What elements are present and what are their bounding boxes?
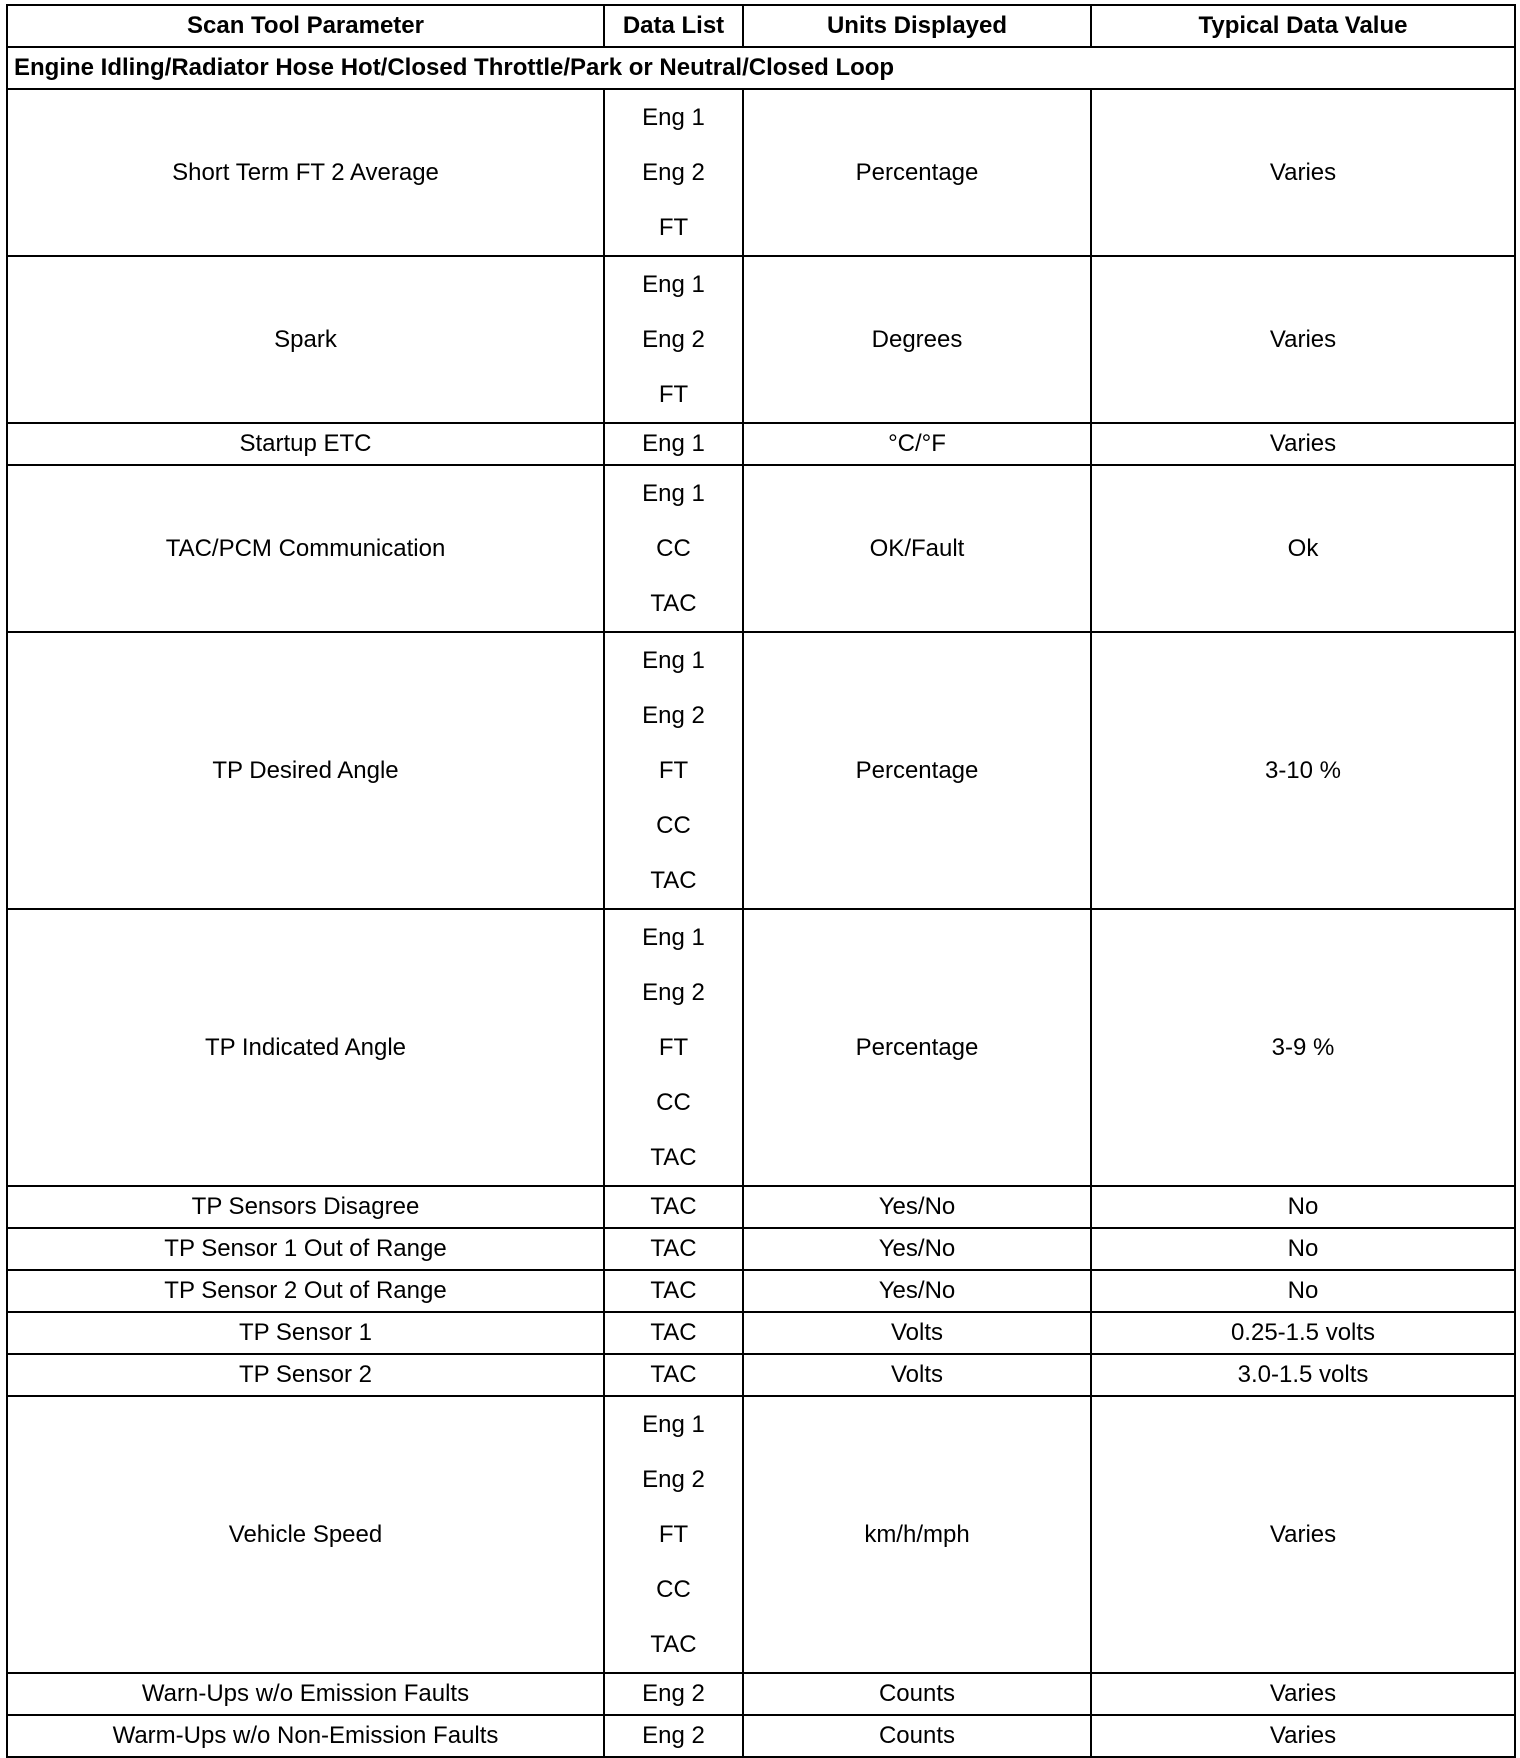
data-list-item: Eng 1 xyxy=(642,271,705,298)
parameter-cell: TP Sensors Disagree xyxy=(7,1186,604,1228)
table-row xyxy=(7,909,1515,1186)
data-list-cell xyxy=(604,465,743,632)
typical-value-cell: No xyxy=(1091,1270,1515,1312)
units-cell: Counts xyxy=(743,1673,1091,1715)
data-list-cell: Eng 1 xyxy=(604,423,743,465)
typical-value-cell: No xyxy=(1091,1228,1515,1270)
table-row xyxy=(7,89,1515,256)
data-list-cell xyxy=(604,1396,743,1673)
typical-value-cell: No xyxy=(1091,1186,1515,1228)
parameter-cell: Vehicle Speed xyxy=(7,1396,604,1673)
data-list-cell: TAC xyxy=(604,1186,743,1228)
header-row xyxy=(7,5,1515,47)
data-list-item: Eng 1 xyxy=(642,1411,705,1438)
data-list-item: Eng 1 xyxy=(642,104,705,131)
data-list-cell xyxy=(604,632,743,909)
units-cell: Volts xyxy=(743,1312,1091,1354)
parameter-cell: TP Indicated Angle xyxy=(7,909,604,1186)
parameter-cell: Warm-Ups w/o Non-Emission Faults xyxy=(7,1715,604,1757)
units-cell: Yes/No xyxy=(743,1270,1091,1312)
parameter-cell: TP Sensor 1 Out of Range xyxy=(7,1228,604,1270)
typical-value-cell: Varies xyxy=(1091,1715,1515,1757)
data-list-item: TAC xyxy=(650,867,697,894)
table-row xyxy=(7,1228,1515,1270)
table-row xyxy=(7,1715,1515,1757)
header-units: Units Displayed xyxy=(743,5,1091,47)
data-list-item: FT xyxy=(658,1521,689,1548)
typical-value-cell: 0.25-1.5 volts xyxy=(1091,1312,1515,1354)
data-list-cell: Eng 2 xyxy=(604,1673,743,1715)
data-list-item: Eng 1 xyxy=(642,647,705,674)
data-list-cell: TAC xyxy=(604,1312,743,1354)
units-cell: OK/Fault xyxy=(743,465,1091,632)
units-cell: Percentage xyxy=(743,632,1091,909)
data-list-item: Eng 1 xyxy=(642,924,705,951)
typical-value-cell: Varies xyxy=(1091,1673,1515,1715)
units-cell: Yes/No xyxy=(743,1228,1091,1270)
parameter-cell: Spark xyxy=(7,256,604,423)
section-title: Engine Idling/Radiator Hose Hot/Closed Throttle/Park or Neutral/Closed Loop xyxy=(7,47,1515,89)
header-typical-value: Typical Data Value xyxy=(1091,5,1515,47)
data-list-cell xyxy=(604,256,743,423)
section-row xyxy=(7,47,1515,89)
typical-value-cell: Varies xyxy=(1091,89,1515,256)
data-list-item: Eng 2 xyxy=(642,702,705,729)
typical-value-cell: 3-9 % xyxy=(1091,909,1515,1186)
typical-value-cell: 3-10 % xyxy=(1091,632,1515,909)
typical-value-cell: Varies xyxy=(1091,256,1515,423)
data-list-item: CC xyxy=(656,1576,691,1603)
data-list-item: TAC xyxy=(650,590,697,617)
units-cell: km/h/mph xyxy=(743,1396,1091,1673)
data-list-item: CC xyxy=(656,535,691,562)
data-list-item: Eng 2 xyxy=(642,1466,705,1493)
table-row xyxy=(7,256,1515,423)
table-row xyxy=(7,1312,1515,1354)
header-parameter: Scan Tool Parameter xyxy=(7,5,604,47)
header-data-list: Data List xyxy=(604,5,743,47)
data-list-item: CC xyxy=(656,812,691,839)
units-cell: Yes/No xyxy=(743,1186,1091,1228)
table-row xyxy=(7,423,1515,465)
data-list-item: CC xyxy=(656,1089,691,1116)
units-cell: Percentage xyxy=(743,89,1091,256)
data-list-cell: TAC xyxy=(604,1354,743,1396)
units-cell: Volts xyxy=(743,1354,1091,1396)
table-row xyxy=(7,1673,1515,1715)
data-list-cell: TAC xyxy=(604,1270,743,1312)
data-list-cell: Eng 2 xyxy=(604,1715,743,1757)
data-list-item: FT xyxy=(658,214,689,241)
data-list-item: TAC xyxy=(650,1631,697,1658)
data-list-cell xyxy=(604,89,743,256)
parameter-cell: Startup ETC xyxy=(7,423,604,465)
scan-tool-data-table xyxy=(6,4,1516,1758)
data-list-item: Eng 2 xyxy=(642,979,705,1006)
parameter-cell: TP Sensor 1 xyxy=(7,1312,604,1354)
data-list-item: Eng 2 xyxy=(642,326,705,353)
parameter-cell: TP Sensor 2 xyxy=(7,1354,604,1396)
typical-value-cell: Varies xyxy=(1091,423,1515,465)
data-list-cell: TAC xyxy=(604,1228,743,1270)
data-list-item: Eng 2 xyxy=(642,159,705,186)
parameter-cell: Short Term FT 2 Average xyxy=(7,89,604,256)
data-list-cell xyxy=(604,909,743,1186)
table-row xyxy=(7,1354,1515,1396)
parameter-cell: TP Desired Angle xyxy=(7,632,604,909)
data-list-item: FT xyxy=(658,1034,689,1061)
table-row xyxy=(7,632,1515,909)
units-cell: Percentage xyxy=(743,909,1091,1186)
units-cell: °C/°F xyxy=(743,423,1091,465)
typical-value-cell: Varies xyxy=(1091,1396,1515,1673)
table-row xyxy=(7,465,1515,632)
parameter-cell: TAC/PCM Communication xyxy=(7,465,604,632)
units-cell: Degrees xyxy=(743,256,1091,423)
data-list-item: Eng 1 xyxy=(642,480,705,507)
parameter-cell: Warn-Ups w/o Emission Faults xyxy=(7,1673,604,1715)
data-list-item: TAC xyxy=(650,1144,697,1171)
data-list-item: FT xyxy=(658,757,689,784)
units-cell: Counts xyxy=(743,1715,1091,1757)
table-row xyxy=(7,1186,1515,1228)
typical-value-cell: 3.0-1.5 volts xyxy=(1091,1354,1515,1396)
table-row xyxy=(7,1396,1515,1673)
data-list-item: FT xyxy=(658,381,689,408)
table-row xyxy=(7,1270,1515,1312)
typical-value-cell: Ok xyxy=(1091,465,1515,632)
parameter-cell: TP Sensor 2 Out of Range xyxy=(7,1270,604,1312)
